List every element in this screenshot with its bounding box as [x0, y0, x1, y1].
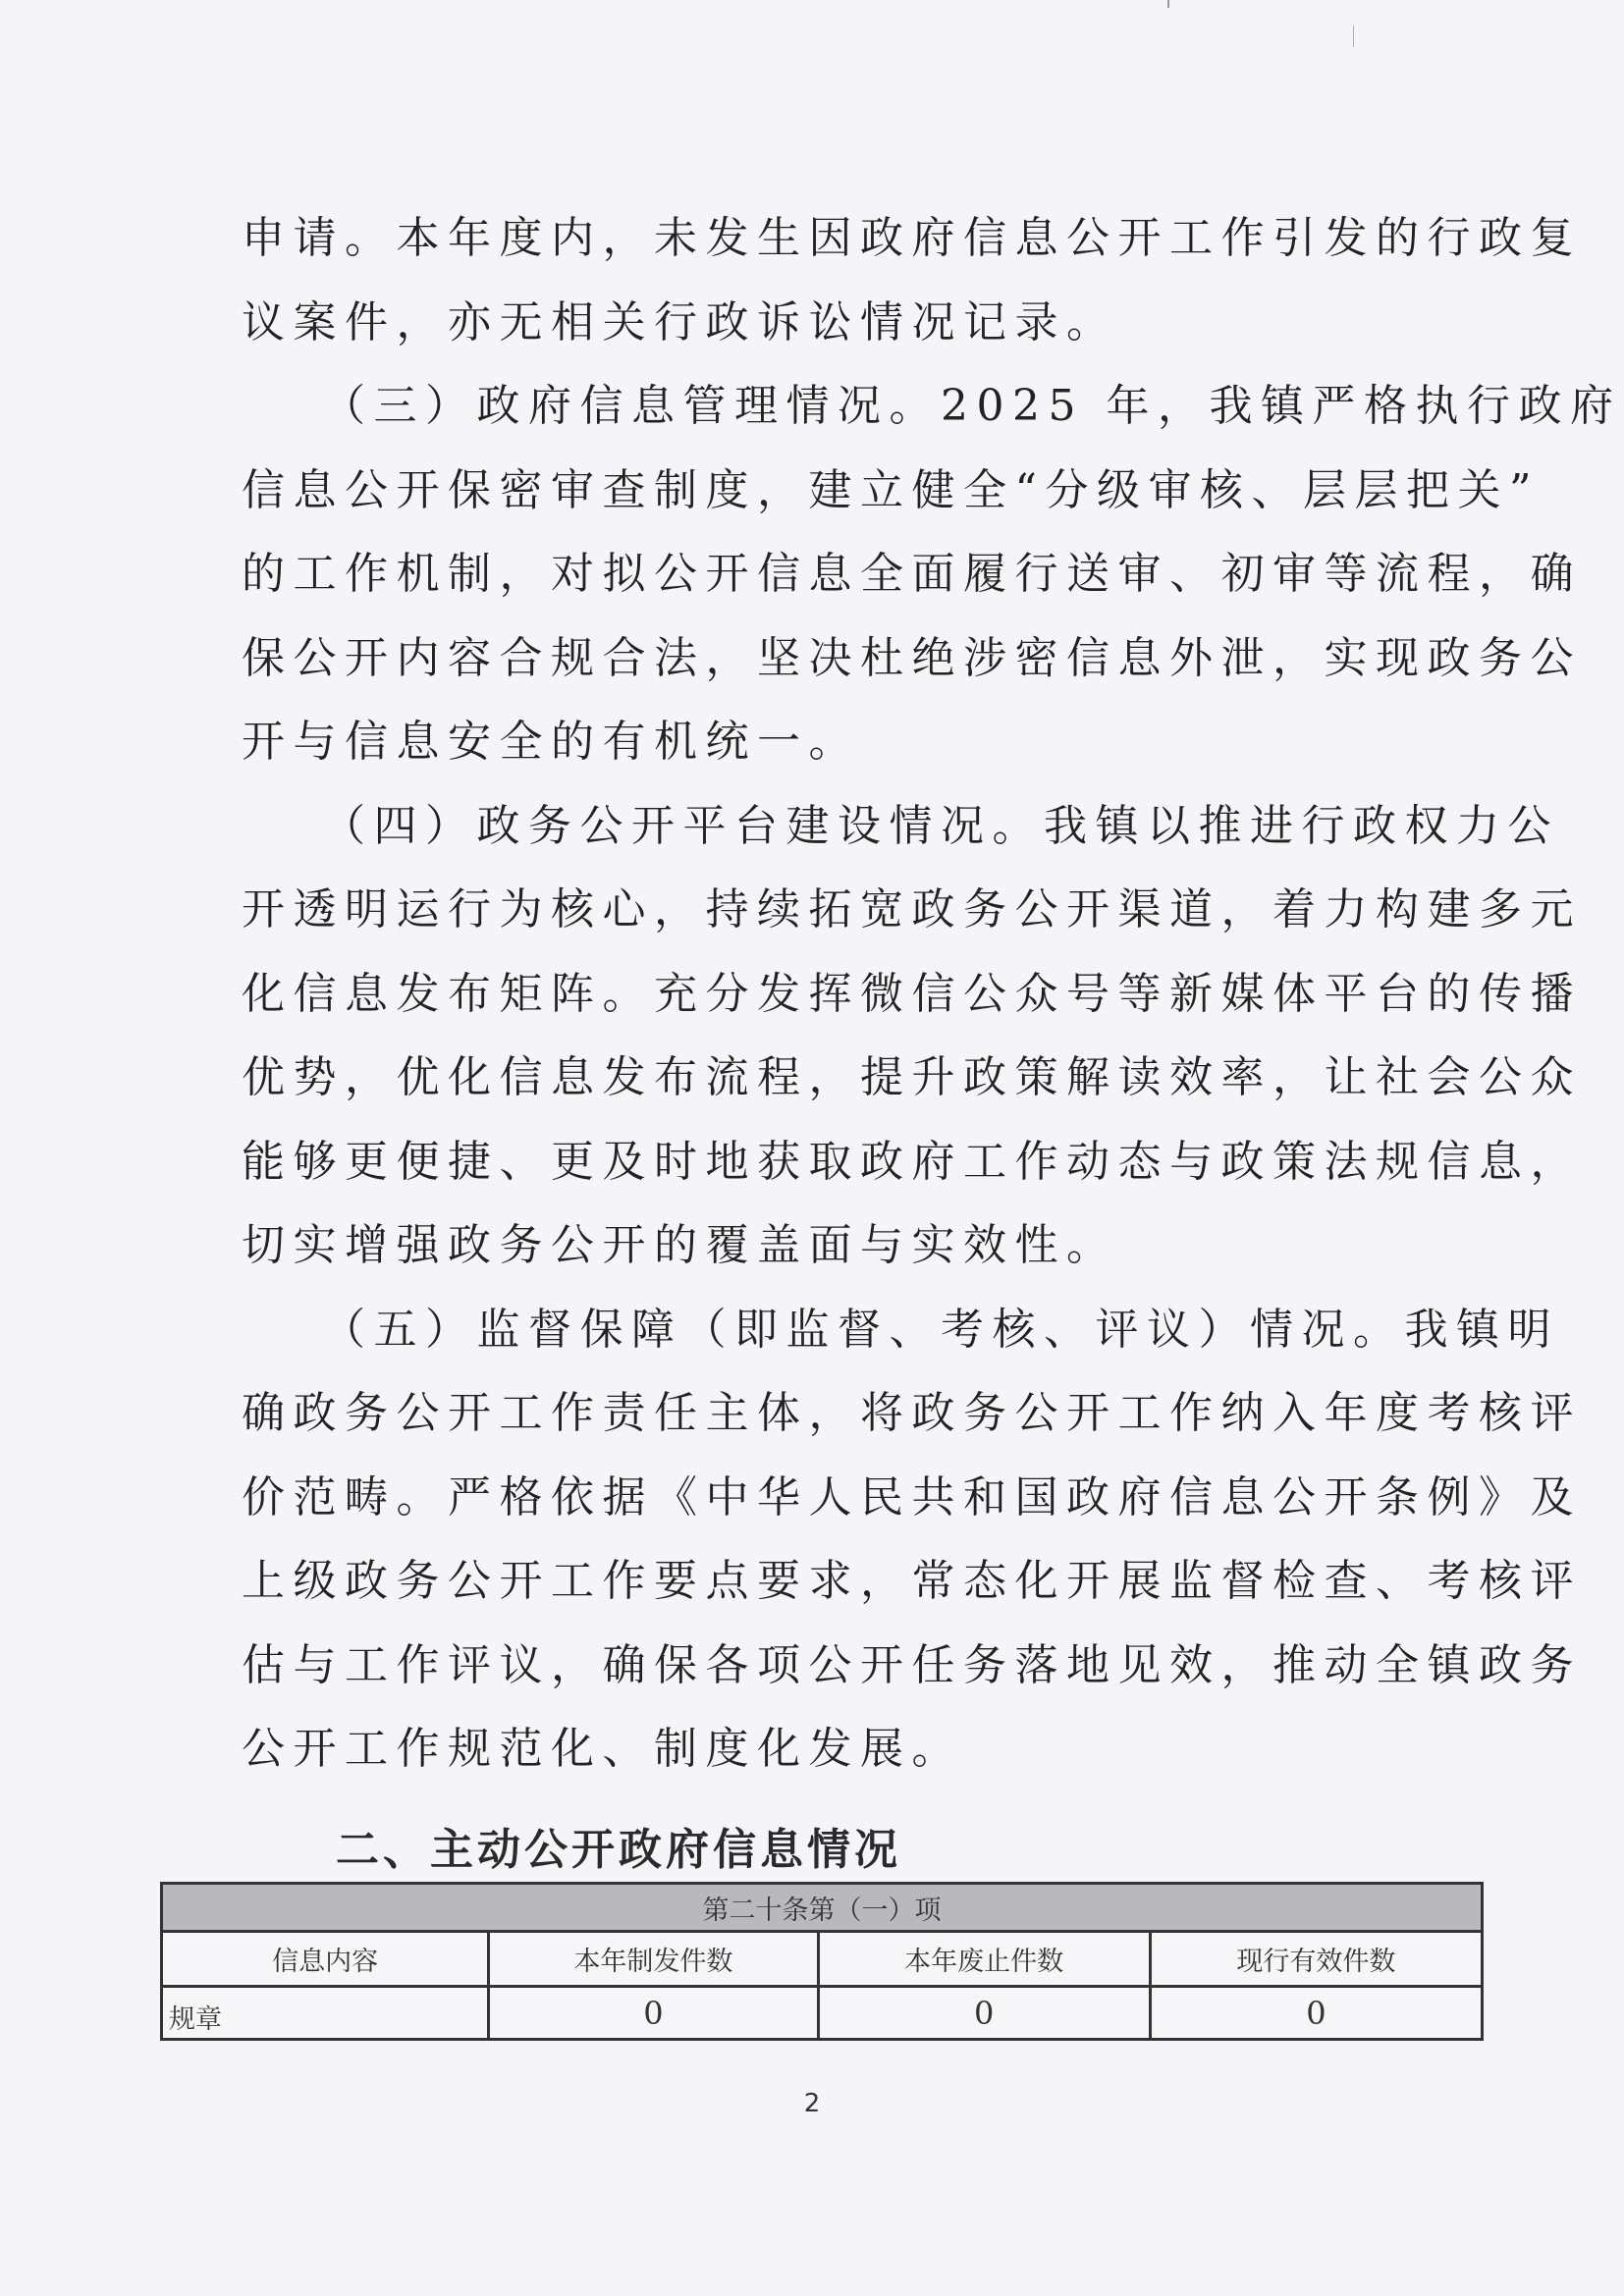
scan-artifact-mark — [1167, 0, 1169, 8]
table-title: 第二十条第（一）项 — [162, 1884, 1483, 1932]
paragraph-line: 能够更便捷、更及时地获取政府工作动态与政策法规信息， — [242, 1136, 1582, 1187]
paragraph-line: 估与工作评议，确保各项公开任务落地见效，推动全镇政务 — [242, 1639, 1582, 1690]
table-title-row — [162, 1884, 1483, 1932]
paragraph-line: 的工作机制，对拟公开信息全面履行送审、初审等流程，确 — [242, 549, 1582, 599]
paragraph-line: 开透明运行为核心，持续拓宽政务公开渠道，着力构建多元 — [242, 884, 1582, 934]
paragraph-line: 价范畴。严格依据《中华人民共和国政府信息公开条例》及 — [242, 1471, 1582, 1522]
column-header-abolished: 本年废止件数 — [818, 1932, 1150, 1987]
paragraph-line: 开与信息安全的有机统一。 — [242, 717, 860, 767]
paragraph-line: 切实增强政务公开的覆盖面与实效性。 — [242, 1220, 1118, 1270]
paragraph-line: 确政务公开工作责任主体，将政务公开工作纳入年度考核评 — [242, 1388, 1582, 1438]
paragraph-line-supervision: （五）监督保障（即监督、考核、评议）情况。我镇明 — [322, 1304, 1559, 1355]
paragraph-line: 信息公开保密审查制度，建立健全“分级审核、层层把关” — [242, 464, 1540, 515]
paragraph-line: 议案件，亦无相关行政诉讼情况记录。 — [242, 296, 1118, 347]
page-number: 2 — [803, 2089, 821, 2118]
cell-in-force: 0 — [1150, 1987, 1482, 2040]
paragraph-line: 保公开内容合规合法，坚决杜绝涉密信息外泄，实现政务公 — [242, 632, 1582, 683]
paragraph-line: 上级政务公开工作要点要求，常态化开展监督检查、考核评 — [242, 1556, 1582, 1606]
paragraph-line-platform-construction: （四）政务公开平台建设情况。我镇以推进行政权力公 — [322, 800, 1559, 851]
cell-issued: 0 — [489, 1987, 818, 2040]
column-header-in-force: 现行有效件数 — [1150, 1932, 1482, 1987]
table-header-row — [162, 1932, 1483, 1987]
cell-abolished: 0 — [818, 1987, 1150, 2040]
scan-artifact-mark — [1353, 26, 1354, 47]
paragraph-line: 申请。本年度内，未发生因政府信息公开工作引发的行政复 — [242, 213, 1582, 263]
table-row — [162, 1987, 1483, 2040]
document-body — [242, 204, 1622, 1799]
column-header-content: 信息内容 — [162, 1932, 489, 1987]
paragraph-line: 化信息发布矩阵。充分发挥微信公众号等新媒体平台的传播 — [242, 968, 1582, 1019]
paragraph-line: 优势，优化信息发布流程，提升政策解读效率，让社会公众 — [242, 1052, 1582, 1102]
section-heading: 二、主动公开政府信息情况 — [336, 1825, 901, 1875]
column-header-issued: 本年制发件数 — [489, 1932, 818, 1987]
paragraph-line: 公开工作规范化、制度化发展。 — [242, 1724, 963, 1774]
disclosure-table — [160, 1882, 1484, 2041]
paragraph-line-info-management: （三）政府信息管理情况。2025 年，我镇严格执行政府 — [322, 381, 1622, 431]
row-label: 规章 — [162, 1987, 489, 2040]
